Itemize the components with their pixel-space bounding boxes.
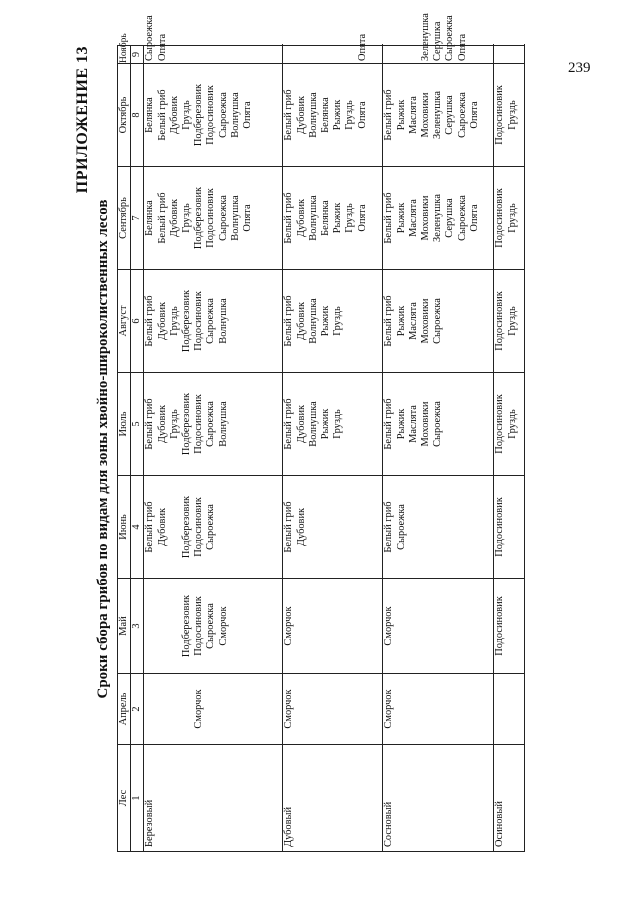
- mushroom-name: Дубовик: [168, 95, 180, 135]
- mushroom-name: Белый гриб: [283, 501, 295, 553]
- mushroom-name: Сыроежка: [432, 401, 444, 447]
- mushroom-name: Маслята: [407, 96, 419, 134]
- mushroom-name: Опята: [356, 204, 368, 232]
- mushroom-name: Моховики: [420, 92, 432, 138]
- mushroom-name: Опята: [468, 204, 480, 232]
- mushroom-name: Груздь: [168, 306, 180, 336]
- mushroom-name: Сморчок: [193, 689, 205, 729]
- mushroom-name: Опята: [456, 33, 468, 61]
- mushroom-name: Белый гриб: [283, 89, 295, 141]
- mushroom-name: Груздь: [332, 409, 344, 439]
- mushroom-name: Сморчок: [283, 689, 295, 729]
- month-cell: [144, 15, 283, 64]
- month-cell: [383, 64, 494, 167]
- forest-type-cell: [383, 745, 494, 852]
- mushroom-name: Белый гриб: [283, 192, 295, 244]
- mushroom-name: Белый гриб: [383, 501, 395, 553]
- table-row: [283, 46, 383, 852]
- mushroom-name: Подосиновик: [494, 85, 506, 145]
- month-cell: [144, 674, 283, 745]
- mushroom-name: Сморчок: [383, 689, 395, 729]
- mushroom-name: Сыроежка: [205, 504, 217, 550]
- forest-type-label: Березовый: [144, 799, 156, 847]
- month-cell: [283, 270, 383, 373]
- mushroom-name: Груздь: [506, 409, 518, 439]
- month-cell: [283, 674, 383, 745]
- column-number: 4: [131, 476, 144, 579]
- month-cell: [283, 64, 383, 167]
- table-row: [144, 46, 283, 852]
- mushroom-name: Груздь: [181, 100, 193, 130]
- mushroom-name: Моховики: [420, 401, 432, 447]
- forest-type-label: Осиновый: [494, 801, 506, 847]
- mushroom-name: Белый гриб: [383, 295, 395, 347]
- mushroom-name: Рыжик: [395, 305, 407, 337]
- mushroom-name: Рыжик: [320, 408, 332, 440]
- mushroom-name: Сыроежка: [205, 603, 217, 649]
- forest-type-cell: [144, 745, 283, 852]
- mushroom-name: Опята: [242, 204, 254, 232]
- mushroom-name: Груздь: [332, 306, 344, 336]
- column-number: 6: [131, 270, 144, 373]
- mushroom-name: Дубовик: [295, 507, 307, 547]
- month-cell: [383, 373, 494, 476]
- month-cell: [494, 270, 525, 373]
- mushroom-name: Сморчок: [217, 606, 229, 646]
- month-cell: [283, 373, 383, 476]
- mushroom-name: Маслята: [407, 405, 419, 443]
- mushroom-name: Дубовик: [168, 198, 180, 238]
- mushroom-name: Сыроежка: [205, 298, 217, 344]
- column-number: 3: [131, 579, 144, 674]
- header-row: [118, 46, 131, 852]
- month-cell: [494, 373, 525, 476]
- mushroom-name: Зеленушка: [432, 194, 444, 242]
- mushroom-name: Груздь: [181, 203, 193, 233]
- month-cell: [383, 13, 494, 64]
- appendix-title: ПРИЛОЖЕНИЕ 13: [74, 46, 91, 194]
- month-cell: [494, 674, 525, 745]
- mushroom-name: Сыроежка: [144, 15, 156, 61]
- mushroom-name: Опята: [356, 101, 368, 129]
- mushroom-name: Белянка: [144, 200, 156, 236]
- header-cell: Июнь: [118, 476, 131, 579]
- forest-type-label: Сосновый: [383, 801, 395, 847]
- mushroom-name: Рыжик: [320, 305, 332, 337]
- mushroom-name: Волнушка: [307, 401, 319, 447]
- header-cell: Июль: [118, 373, 131, 476]
- month-cell: [144, 373, 283, 476]
- mushroom-schedule-table: [117, 13, 525, 852]
- month-cell: [144, 270, 283, 373]
- column-number: 8: [131, 64, 144, 167]
- mushroom-name: Опята: [242, 101, 254, 129]
- mushroom-name: Серушка: [444, 95, 456, 135]
- mushroom-name: Подосиновик: [205, 85, 217, 145]
- month-cell: [144, 167, 283, 270]
- month-cell: [283, 167, 383, 270]
- mushroom-name: Подберезовик: [181, 289, 193, 353]
- mushroom-name: Сыроежка: [205, 401, 217, 447]
- month-cell: [494, 46, 525, 64]
- mushroom-name: Белый гриб: [144, 398, 156, 450]
- mushroom-name: Белый гриб: [156, 89, 168, 141]
- column-number-row: [131, 46, 144, 852]
- rotated-content: [70, 13, 520, 852]
- mushroom-name: Белый гриб: [283, 398, 295, 450]
- month-cell: [383, 270, 494, 373]
- mushroom-name: Белый гриб: [383, 398, 395, 450]
- mushroom-name: Волнушка: [307, 92, 319, 138]
- mushroom-name: Опята: [156, 33, 168, 61]
- column-number: 5: [131, 373, 144, 476]
- column-number: 7: [131, 167, 144, 270]
- month-cell: [144, 64, 283, 167]
- header-cell: Август: [118, 270, 131, 373]
- column-number: 9: [131, 46, 144, 64]
- mushroom-name: Дубовик: [295, 404, 307, 444]
- mushroom-name: Белянка: [144, 97, 156, 133]
- header-cell: Сентябрь: [118, 167, 131, 270]
- column-number: 1: [131, 745, 144, 852]
- mushroom-name: Волнушка: [307, 195, 319, 241]
- mushroom-name: Сыроежка: [217, 195, 229, 241]
- mushroom-name: Подосиновик: [193, 596, 205, 656]
- mushroom-name: Груздь: [344, 203, 356, 233]
- mushroom-name: Подосиновик: [494, 497, 506, 557]
- mushroom-name: Подосиновик: [494, 188, 506, 248]
- mushroom-name: Рыжик: [395, 99, 407, 131]
- mushroom-name: Рыжик: [332, 202, 344, 234]
- mushroom-name: Опята: [356, 33, 368, 61]
- mushroom-name: Груздь: [168, 409, 180, 439]
- table-row: [494, 46, 525, 852]
- month-cell: [283, 579, 383, 674]
- mushroom-name: Маслята: [407, 302, 419, 340]
- mushroom-name: Подосиновик: [494, 596, 506, 656]
- month-cell: [494, 167, 525, 270]
- month-cell: [383, 674, 494, 745]
- mushroom-name: Зеленушка: [419, 13, 431, 61]
- mushroom-name: Белый гриб: [144, 501, 156, 553]
- mushroom-name: Груздь: [506, 306, 518, 336]
- mushroom-name: Подберезовик: [193, 83, 205, 147]
- mushroom-name: Волнушка: [307, 298, 319, 344]
- mushroom-name: Подберезовик: [181, 392, 193, 456]
- month-cell: [494, 64, 525, 167]
- mushroom-name: Груздь: [344, 100, 356, 130]
- mushroom-name: Серушка: [432, 21, 444, 61]
- mushroom-name: Подберезовик: [180, 594, 192, 658]
- header-cell: Май: [118, 579, 131, 674]
- mushroom-name: Дубовик: [295, 198, 307, 238]
- month-cell: [144, 579, 283, 674]
- month-cell: [283, 33, 383, 64]
- mushroom-name: Белый гриб: [144, 295, 156, 347]
- month-cell: [144, 476, 283, 579]
- mushroom-name: Сыроежка: [456, 92, 468, 138]
- mushroom-name: Сыроежка: [432, 298, 444, 344]
- mushroom-name: Моховики: [420, 298, 432, 344]
- mushroom-name: Дубовик: [156, 301, 168, 341]
- mushroom-name: Подосиновик: [205, 188, 217, 248]
- mushroom-name: Волнушка: [217, 298, 229, 344]
- month-cell: [383, 579, 494, 674]
- mushroom-name: Подосиновик: [193, 497, 205, 557]
- mushroom-name: Белый гриб: [383, 89, 395, 141]
- mushroom-name: Белянка: [320, 200, 332, 236]
- header-cell: Апрель: [118, 674, 131, 745]
- month-cell: [383, 167, 494, 270]
- mushroom-name: Подберезовик: [181, 495, 192, 559]
- month-cell: [283, 476, 383, 579]
- mushroom-name: Груздь: [506, 100, 518, 130]
- table-title: Сроки сбора грибов по видам для зоны хвойно-широколиственных лесов: [95, 199, 111, 699]
- page-number: 239: [568, 60, 591, 76]
- mushroom-name: Серушка: [444, 198, 456, 238]
- mushroom-name: Волнушка: [217, 401, 229, 447]
- mushroom-name: Рыжик: [395, 408, 407, 440]
- mushroom-name: Зеленушка: [432, 91, 444, 139]
- mushroom-name: Сыроежка: [217, 92, 229, 138]
- mushroom-name: Подосиновик: [193, 291, 205, 351]
- mushroom-name: Дубовик: [156, 507, 168, 547]
- header-cell: Лес: [118, 745, 131, 852]
- mushroom-name: Опята: [468, 101, 480, 129]
- mushroom-name: Подосиновик: [494, 394, 506, 454]
- mushroom-name: Сыроежка: [444, 15, 456, 61]
- mushroom-name: Сыроежка: [456, 195, 468, 241]
- forest-type-label: Дубовый: [283, 806, 295, 847]
- column-number: 2: [131, 674, 144, 745]
- month-cell: [494, 579, 525, 674]
- mushroom-name: Белый гриб: [283, 295, 295, 347]
- mushroom-name: Рыжик: [332, 99, 344, 131]
- mushroom-name: Сморчок: [383, 606, 395, 646]
- mushroom-name: Сморчок: [283, 606, 295, 646]
- mushroom-name: Сыроежка: [395, 504, 407, 550]
- mushroom-name: Груздь: [506, 203, 518, 233]
- mushroom-name: Подберезовик: [193, 186, 205, 250]
- mushroom-name: Моховики: [420, 195, 432, 241]
- month-cell: [383, 476, 494, 579]
- month-cell: [494, 476, 525, 579]
- mushroom-name: Подосиновик: [193, 394, 205, 454]
- mushroom-name: Волнушка: [229, 92, 241, 138]
- mushroom-name: Маслята: [407, 199, 419, 237]
- mushroom-name: Дубовик: [295, 301, 307, 341]
- forest-type-cell: [494, 745, 525, 852]
- mushroom-name: Дубовик: [295, 95, 307, 135]
- mushroom-name: Белый гриб: [156, 192, 168, 244]
- mushroom-name: Подосиновик: [494, 291, 506, 351]
- header-cell: Октябрь: [118, 64, 131, 167]
- header-cell: Ноябрь: [119, 33, 129, 63]
- mushroom-name: Рыжик: [395, 202, 407, 234]
- mushroom-name: Белянка: [320, 97, 332, 133]
- mushroom-name: Волнушка: [229, 195, 241, 241]
- mushroom-name: Дубовик: [156, 404, 168, 444]
- forest-type-cell: [283, 745, 383, 852]
- mushroom-name: Белый гриб: [383, 192, 395, 244]
- table-row: [383, 46, 494, 852]
